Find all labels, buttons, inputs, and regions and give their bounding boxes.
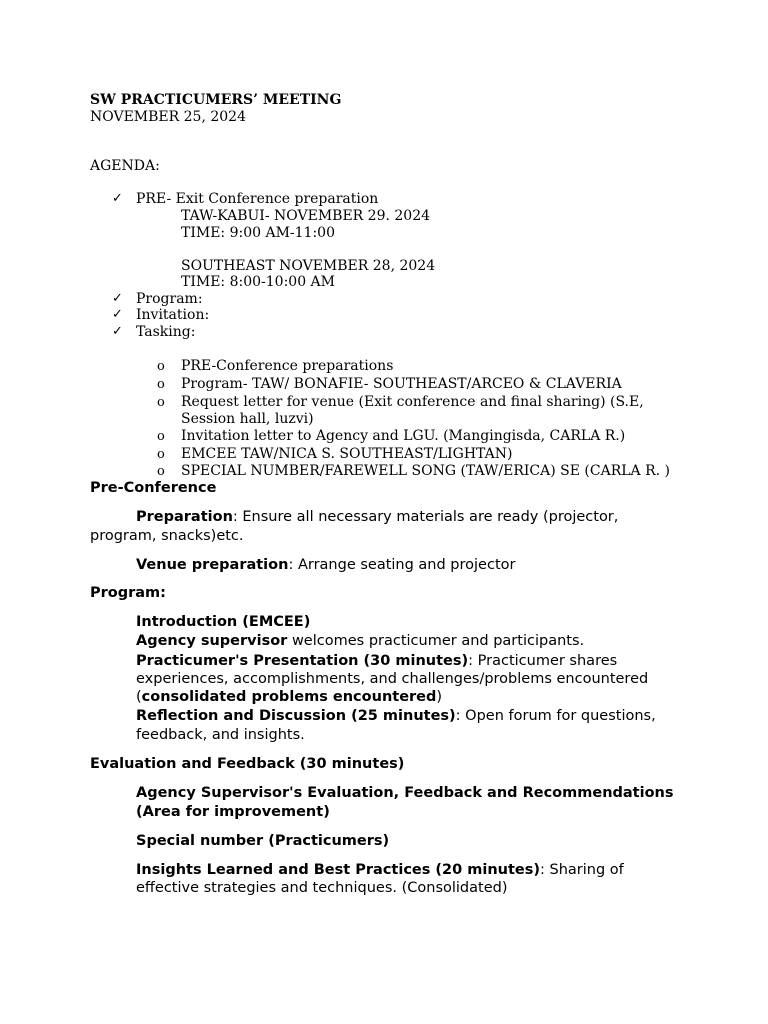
bullet-icon: o <box>157 447 165 462</box>
agenda-item-label: Tasking: <box>136 324 196 340</box>
paren-open: ( <box>136 689 142 705</box>
presentation-label: Practicumer's Presentation (30 minutes) <box>136 653 469 669</box>
agenda-heading: AGENDA: <box>90 158 160 174</box>
consolidated-label: consolidated problems encountered <box>141 689 437 705</box>
paren-close: ) <box>436 689 443 705</box>
reflection-text-continued: feedback, and insights. <box>136 727 305 743</box>
bullet-icon: o <box>157 359 165 374</box>
program-intro: Introduction (EMCEE) <box>136 614 311 630</box>
special-number: Special number (Practicumers) <box>136 833 390 849</box>
insights-line <box>136 862 624 878</box>
task-item: SPECIAL NUMBER/FAREWELL SONG (TAW/ERICA) SE (CARLA R. ) <box>181 463 671 479</box>
venue-label: Venue preparation <box>136 557 289 573</box>
insights-label: Insights Learned and Best Practices (20 minutes) <box>136 862 541 878</box>
presentation-text: : Practicumer shares <box>468 653 618 669</box>
check-icon: ✓ <box>112 307 123 322</box>
supervisor-evaluation-continued: (Area for improvement) <box>136 804 330 820</box>
insights-text: : Sharing of <box>540 862 624 878</box>
task-item: EMCEE TAW/NICA S. SOUTHEAST/LIGHTAN) <box>181 446 513 462</box>
document-date: NOVEMBER 25, 2024 <box>90 109 246 125</box>
insights-text-continued: effective strategies and techniques. (Consolidated) <box>136 880 508 896</box>
venue-line <box>136 557 515 573</box>
check-icon: ✓ <box>112 191 123 206</box>
task-item-continued: Session hall, luzvi) <box>181 411 314 427</box>
agenda-item-label: Invitation: <box>136 307 210 323</box>
check-icon: ✓ <box>112 291 123 306</box>
consolidated-line <box>136 689 442 705</box>
preconference-heading: Pre-Conference <box>90 480 217 496</box>
agenda-detail-line: TIME: 9:00 AM-11:00 <box>181 225 335 241</box>
preparation-text: : Ensure all necessary materials are ready (projector, <box>232 509 619 525</box>
agency-text: welcomes practicumer and participants. <box>287 633 585 649</box>
agency-label: Agency supervisor <box>136 633 288 649</box>
agenda-item-label: Program: <box>136 291 203 307</box>
agenda-item-label: PRE- Exit Conference preparation <box>136 191 379 207</box>
reflection-line <box>136 708 656 724</box>
agenda-detail-line: TAW-KABUI- NOVEMBER 29. 2024 <box>181 208 431 224</box>
reflection-text: : Open forum for questions, <box>455 708 656 724</box>
presentation-line <box>136 653 617 669</box>
task-item: Request letter for venue (Exit conference and final sharing) (S.E, <box>181 394 644 410</box>
task-item: Program- TAW/ BONAFIE- SOUTHEAST/ARCEO & CLAVERIA <box>181 376 622 392</box>
program-heading: Program: <box>90 585 166 601</box>
bullet-icon: o <box>157 395 165 410</box>
preparation-text-continued: program, snacks)etc. <box>90 528 244 544</box>
agenda-detail-line: TIME: 8:00-10:00 AM <box>181 274 335 290</box>
bullet-icon: o <box>157 429 165 444</box>
preparation-line <box>136 509 618 525</box>
bullet-icon: o <box>157 377 165 392</box>
venue-text: : Arrange seating and projector <box>288 557 516 573</box>
presentation-text-continued: experiences, accomplishments, and challenges/problems encountered <box>136 671 649 687</box>
supervisor-evaluation: Agency Supervisor's Evaluation, Feedback and Recommendations <box>136 785 674 801</box>
agency-line <box>136 633 584 649</box>
document-title: SW PRACTICUMERS’ MEETING <box>90 92 342 108</box>
check-icon: ✓ <box>112 324 123 339</box>
task-item: PRE-Conference preparations <box>181 358 394 374</box>
reflection-label: Reflection and Discussion (25 minutes) <box>136 708 456 724</box>
agenda-detail-line: SOUTHEAST NOVEMBER 28, 2024 <box>181 258 436 274</box>
bullet-icon: o <box>157 464 165 479</box>
task-item: Invitation letter to Agency and LGU. (Mangingisda, CARLA R.) <box>181 428 626 444</box>
evaluation-heading: Evaluation and Feedback (30 minutes) <box>90 756 405 772</box>
preparation-label: Preparation <box>136 509 233 525</box>
